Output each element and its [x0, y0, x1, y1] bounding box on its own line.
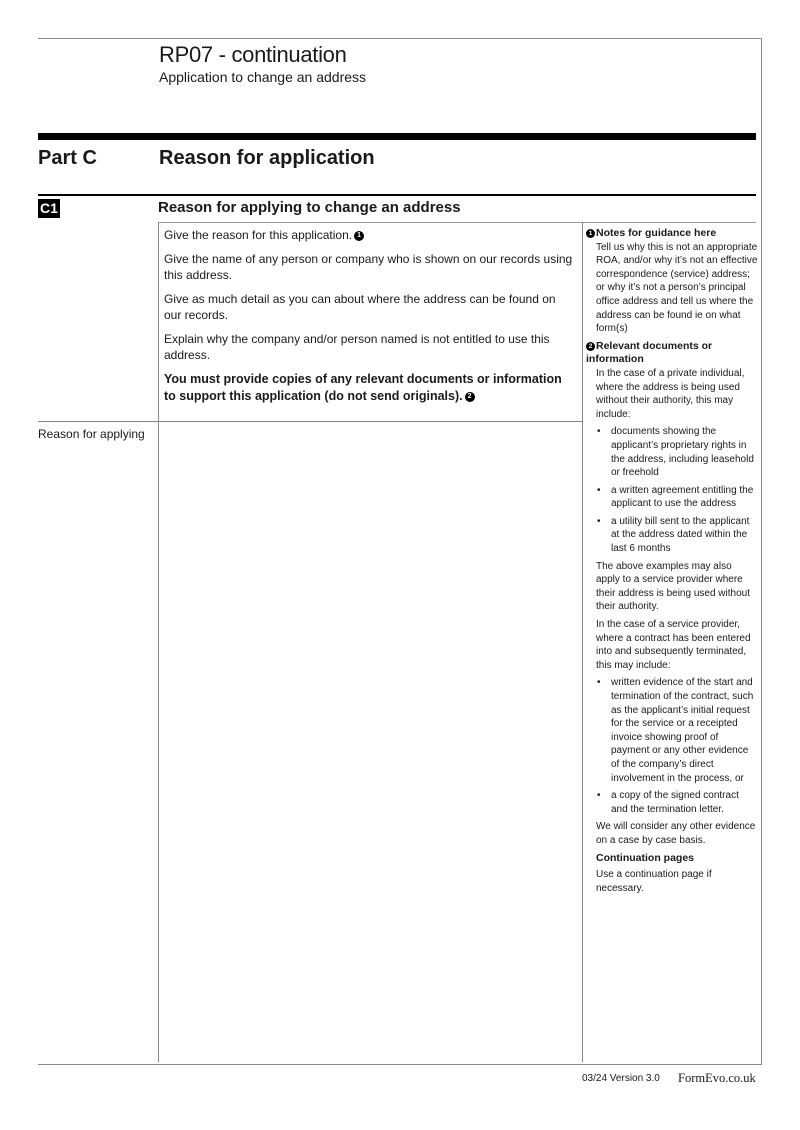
list-item: • a written agreement entitling the applicant to use the address [596, 484, 758, 511]
instruction-name: Give the name of any person or company who is shown on our records using this address. [164, 252, 573, 282]
part-title: Reason for application [159, 147, 375, 169]
bottom-rule [38, 1064, 762, 1065]
footer-brand: FormEvo.co.uk [678, 1071, 756, 1085]
form-title: RP07 - continuation [159, 42, 347, 67]
note-1-marker-icon: 1 [354, 231, 364, 241]
part-divider-bar [38, 133, 756, 140]
note-2-list-individual [596, 425, 758, 555]
left-column-rule [158, 222, 159, 1062]
continuation-heading: Continuation pages [596, 851, 694, 864]
reason-for-applying-field[interactable] [160, 423, 581, 1061]
instruction-detail: Give as much detail as you can about where the address can be found on our records. [164, 292, 556, 322]
instruction-copies: You must provide copies of any relevant documents or information to support this application (do not send originals). 2 [164, 372, 562, 403]
notes-column-rule [582, 222, 583, 1062]
note-2-list-contract [596, 676, 758, 816]
instructions [164, 227, 574, 413]
form-subtitle: Application to change an address [159, 69, 367, 85]
note-2-marker-icon: 2 [465, 392, 475, 402]
list-item: • written evidence of the start and termination of the contract, such as the applicant’s initial request for the service or a receipted invoice showing proof of payment or any other evidence of the company’s direct involvement in the process, or [596, 676, 758, 785]
guidance-notes [586, 227, 758, 899]
note-2-heading: 2 Relevant documents or information [586, 339, 713, 366]
list-item: • documents showing the applicant’s proprietary rights in the address, including leasehold or freehold [596, 425, 758, 479]
right-border [761, 38, 762, 1065]
answer-top-rule [38, 421, 583, 422]
list-item: • a copy of the signed contract and the termination letter. [596, 789, 758, 816]
section-rule [158, 222, 756, 223]
section-title: Reason for applying to change an address [158, 199, 461, 216]
instruction-explain: Explain why the company and/or person named is not entitled to use this address. [164, 332, 550, 362]
note-1-heading: 1 Notes for guidance here [586, 227, 758, 241]
note-1-body: Tell us why this is not an appropriate ROA, and/or why it’s not an effective correspondence (service) address; or why it’s not a person’s principal office address and tell us where the address can be found ie on what form(s) [596, 241, 758, 335]
part-label: Part C [38, 147, 97, 169]
footer-version: 03/24 Version 3.0 [582, 1073, 660, 1084]
note-2-other-evidence: We will consider any other evidence on a case by case basis. [596, 821, 756, 846]
top-rule [38, 38, 762, 39]
list-item: • a utility bill sent to the applicant at the address dated within the last 6 months [596, 515, 758, 556]
instruction-reason: Give the reason for this application. 1 [164, 227, 574, 243]
note-2-service-provider: The above examples may also apply to a service provider where their address is being used without their authority. [596, 560, 750, 613]
note-1-number-icon: 1 [586, 229, 595, 238]
note-2-contract: In the case of a service provider, where a contract has been entered into and subsequently terminated, this may include: [596, 619, 751, 671]
part-rule [38, 194, 756, 196]
reason-field-label: Reason for applying [38, 427, 145, 441]
note-2-number-icon: 2 [586, 342, 595, 351]
note-2-intro: In the case of a private individual, where the address is being used without their authority, this may include: [596, 367, 745, 420]
section-badge: C1 [38, 199, 60, 218]
continuation-body: Use a continuation page if necessary. [596, 869, 712, 894]
